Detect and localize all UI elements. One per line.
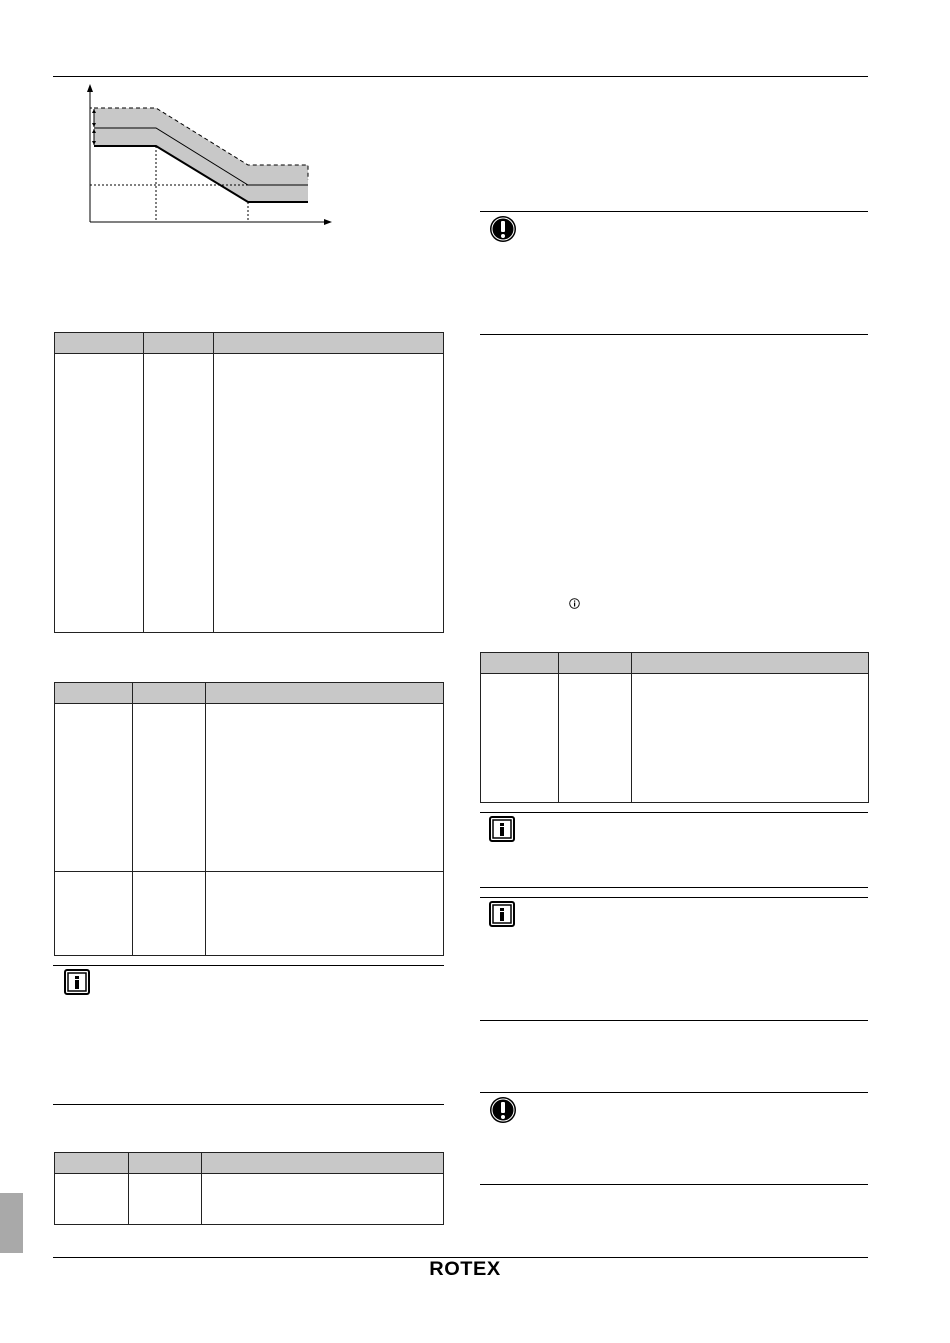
shaded-band [94,108,308,202]
brand-logo: ROTEX [429,1259,501,1280]
chapter-side-tab [0,1193,23,1253]
note-rule-bottom [480,1020,868,1021]
warning-rule-bottom [480,1184,868,1185]
settings-table-2 [54,682,444,956]
temperature-band-figure [70,82,340,232]
warning-rule-top [480,211,868,212]
info-box-icon [64,969,90,995]
footer-rule [53,1257,868,1258]
table-header [55,1153,443,1174]
settings-table-3 [54,1152,444,1225]
exclamation-circle-icon [489,215,517,243]
settings-table-4 [480,652,869,803]
y-axis-arrow [87,84,93,92]
table-header [55,683,443,704]
info-box-icon [489,816,515,842]
table-header [55,333,443,354]
note-rule-bottom [480,887,868,888]
header-rule [53,76,868,77]
table-header [481,653,868,674]
note-rule-bottom [53,1104,444,1105]
circled-i-icon [569,598,580,609]
info-box-icon [489,901,515,927]
note-rule-top [53,965,444,966]
settings-table-1 [54,332,444,633]
note-rule-top [480,812,868,813]
note-rule-top [480,897,868,898]
exclamation-circle-icon [489,1096,517,1124]
x-axis-arrow [324,219,332,225]
warning-rule-bottom [480,334,868,335]
warning-rule-top [480,1092,868,1093]
